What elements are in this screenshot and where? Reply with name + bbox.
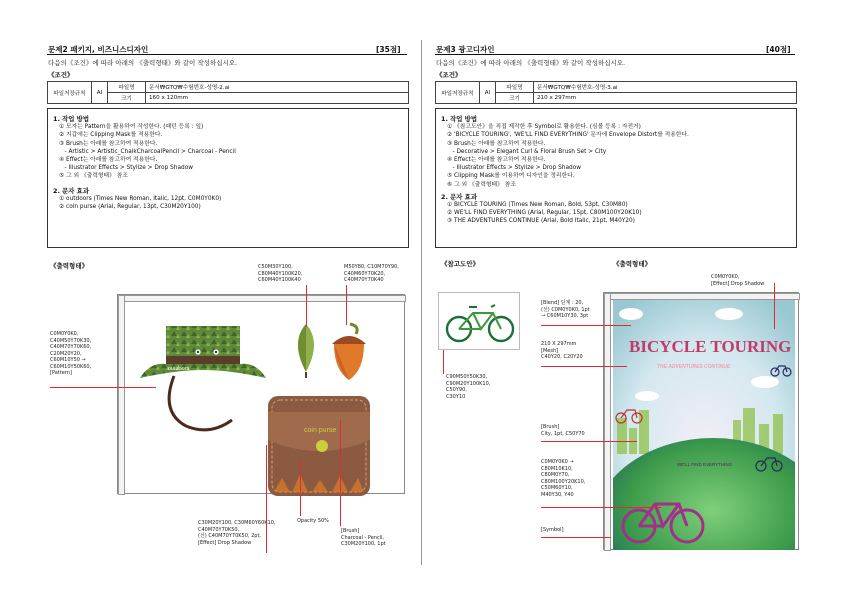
leader-line	[443, 350, 444, 374]
right-method-item: - Decorative > Elegant Curl & Floral Brush Set > City	[447, 148, 607, 155]
right-file-table	[435, 81, 797, 104]
leader-line	[340, 420, 341, 526]
right-method-item: ④ Effect는 아래를 참고하여 적용한다.	[447, 157, 546, 164]
right-method-item: - Illustrator Effects > Stylize > Drop Shadow	[447, 165, 582, 172]
left-method-item: ② 지갑에는 Clipping Mask를 적용한다.	[59, 132, 163, 139]
annotation-acorn-colors: M50Y80, C10M70Y90, C40M60Y70K20, C40M70Y70K40	[344, 264, 399, 283]
coin-purse-illustration	[264, 392, 374, 500]
right-conditions-box	[435, 108, 797, 248]
right-method-item: ③ Brush는 아래를 참고하여 적용한다.	[447, 140, 546, 147]
left-method-item: ③ Brush는 아래를 참고하여 적용한다.	[59, 140, 158, 147]
annotation-leaf-colors: C50M30Y100, C80M40Y100K20, C60M40Y100K40	[258, 264, 303, 283]
right-title-rule	[435, 54, 795, 55]
file-name: 문서₩GTQ₩수험번호-성명-3.ai	[534, 82, 797, 93]
hat-illustration	[140, 322, 270, 440]
annotation-purse-colors: C30M20Y100, C30M60Y60K10, C40M70Y70K50, (선) C40M70Y70K50, 2pt, [Effect] Drop Shadow	[198, 520, 276, 546]
right-text-item: ③ THE ADVENTURES CONTINUE (Arial, Bold Italic, 21pt, M40Y20)	[447, 218, 635, 225]
file-size: 210 x 297mm	[534, 93, 797, 104]
leader-line	[541, 537, 611, 538]
file-type: AI	[480, 82, 496, 104]
left-text-effects-title: 2. 문자 효과	[53, 186, 90, 195]
left-methods-title: 1. 작업 방법	[53, 115, 90, 123]
right-text-effects-title: 2. 문자 효과	[441, 192, 478, 201]
right-text-item: ① BICYCLE TOURING (Times New Roman, Bold, 53pt, C30M80)	[447, 202, 628, 209]
leader-line	[306, 285, 307, 327]
annotation-hat-pattern: C0M0Y0K0, C40M50Y70K30, C40M70Y70K60, C20M20Y20, C60M10Y50 → C60M10Y50K60, [Pattern]	[50, 331, 92, 376]
poster-title: BICYCLE TOURING	[629, 337, 792, 356]
right-method-item: ⑥ 그 외 《출력형태》 참조	[447, 181, 516, 188]
file-name-label: 파일명	[496, 82, 534, 93]
purse-text: coin purse	[304, 427, 337, 434]
annotation-globe-colors: C0M0Y0K0 → C80M10K10, C80M0Y70, C80M100Y20K10, C50M60Y10, M40Y30, Y40	[541, 459, 586, 498]
left-question-title: 문제2 패키지, 비즈니스디자인	[48, 45, 149, 54]
left-file-table	[47, 81, 409, 104]
left-method-item: ⑤ 그 외 《출력형태》 참조	[59, 173, 128, 180]
right-methods-title: 1. 작업 방법	[441, 115, 478, 123]
right-conditions-label: 《조건》	[436, 71, 462, 79]
leader-line	[541, 325, 631, 326]
vertical-ruler	[604, 293, 611, 551]
acorn-illustration	[326, 322, 372, 384]
file-size-label: 크기	[108, 93, 146, 104]
left-output-label: 《출력형태》	[50, 262, 89, 270]
annotation-symbol: [Symbol]	[541, 527, 564, 533]
poster-subtitle: THE ADVENTURES CONTINUE	[657, 364, 731, 370]
poster-find-text: WE'LL FIND EVERYTHING	[677, 462, 733, 467]
page-divider	[421, 40, 422, 565]
leader-line	[541, 441, 637, 442]
leader-line	[300, 460, 301, 516]
file-name: 문서₩GTQ₩수험번호-성명-2.ai	[146, 82, 409, 93]
leader-line	[50, 387, 156, 388]
file-rule-label: 파일저장규칙	[48, 82, 92, 104]
left-text-item: ② coin purse (Arial, Regular, 13pt, C30M20Y100)	[59, 204, 201, 211]
leaf-illustration	[286, 322, 326, 378]
right-method-item: ② 'BICYCLE TOURING', 'WE'LL FIND EVERYTHING' 문자에 Envelope Distort를 적용한다.	[447, 132, 689, 139]
vertical-ruler	[118, 295, 125, 495]
right-text-item: ② WE'LL FIND EVERYTHING (Arial, Regular, 15pt, C80M100Y20K10)	[447, 210, 642, 217]
horizontal-ruler	[604, 293, 800, 300]
right-method-item: ① 《참고도안》을 직접 제작한 후 Symbol로 활용한다. (심볼 등록 : 자전거)	[447, 124, 641, 131]
right-method-item: ⑤ Clipping Mask를 이용하여 디자인을 정리한다.	[447, 173, 575, 180]
annotation-cloud-effect: C0M0Y0K0, [Effect] Drop Shadow	[711, 274, 765, 287]
left-method-item: ④ Effect는 아래를 참고하여 적용한다.	[59, 157, 158, 164]
leader-line	[774, 283, 775, 329]
reference-bicycle-box	[438, 292, 520, 350]
leader-line	[541, 507, 661, 508]
left-method-item: - Illustrator Effects > Stylize > Drop Shadow	[59, 165, 194, 172]
left-method-item: - Artistic > Artistic_ChalkCharcoalPencil > Charcoal - Pencil	[59, 148, 236, 155]
annotation-brush: [Brush] Charcoal - Pencil, C30M20Y100, 1pt	[341, 528, 386, 547]
file-size: 160 x 120mm	[146, 93, 409, 104]
reference-label: 《참고도안》	[441, 260, 480, 268]
annotation-opacity: Opacity 50%	[297, 518, 329, 524]
right-question-title: 문제3 광고디자인	[436, 45, 495, 54]
annotation-city-brush: [Brush] City, 1pt, C50Y70	[541, 424, 585, 437]
bicycle-symbol	[439, 293, 521, 351]
leader-line	[346, 285, 347, 325]
poster-illustration	[613, 300, 795, 550]
left-subtitle: 다음의《조건》에 따라 아래의 《출력형태》와 같이 작성하십시오.	[48, 59, 238, 67]
file-type: AI	[92, 82, 108, 104]
annotation-bicycle-colors: C90M50Y50K30, C90M20Y100K10, C50Y90, C30Y10	[446, 374, 491, 400]
right-subtitle: 다음의《조건》에 따라 아래의 《출력형태》와 같이 작성하십시오.	[436, 59, 626, 67]
leader-line	[266, 445, 267, 553]
hat-text: outdoors	[168, 366, 190, 372]
left-title-rule	[47, 54, 407, 55]
left-method-item: ① 모자는 Pattern을 활용하여 작성한다. (패턴 등록 : 잎)	[59, 124, 204, 131]
horizontal-ruler	[118, 295, 406, 302]
leader-line	[541, 366, 627, 367]
left-conditions-box	[47, 108, 409, 248]
left-score: [35점]	[376, 45, 401, 54]
left-text-item: ① outdoors (Times New Roman, Italic, 12pt, C0M0Y0K0)	[59, 195, 222, 202]
file-name-label: 파일명	[108, 82, 146, 93]
file-rule-label: 파일저장규칙	[436, 82, 480, 104]
annotation-blend: [Blend] 단계 : 20, (선) C0M0Y0K0, 1pt → C60M10Y30, 3pt	[541, 300, 590, 319]
right-output-label: 《출력형태》	[613, 260, 652, 268]
left-conditions-label: 《조건》	[48, 71, 74, 79]
annotation-mesh: 210 X 297mm [Mesh] C40Y20, C20Y20	[541, 341, 583, 360]
right-score: [40점]	[766, 45, 791, 54]
file-size-label: 크기	[496, 93, 534, 104]
